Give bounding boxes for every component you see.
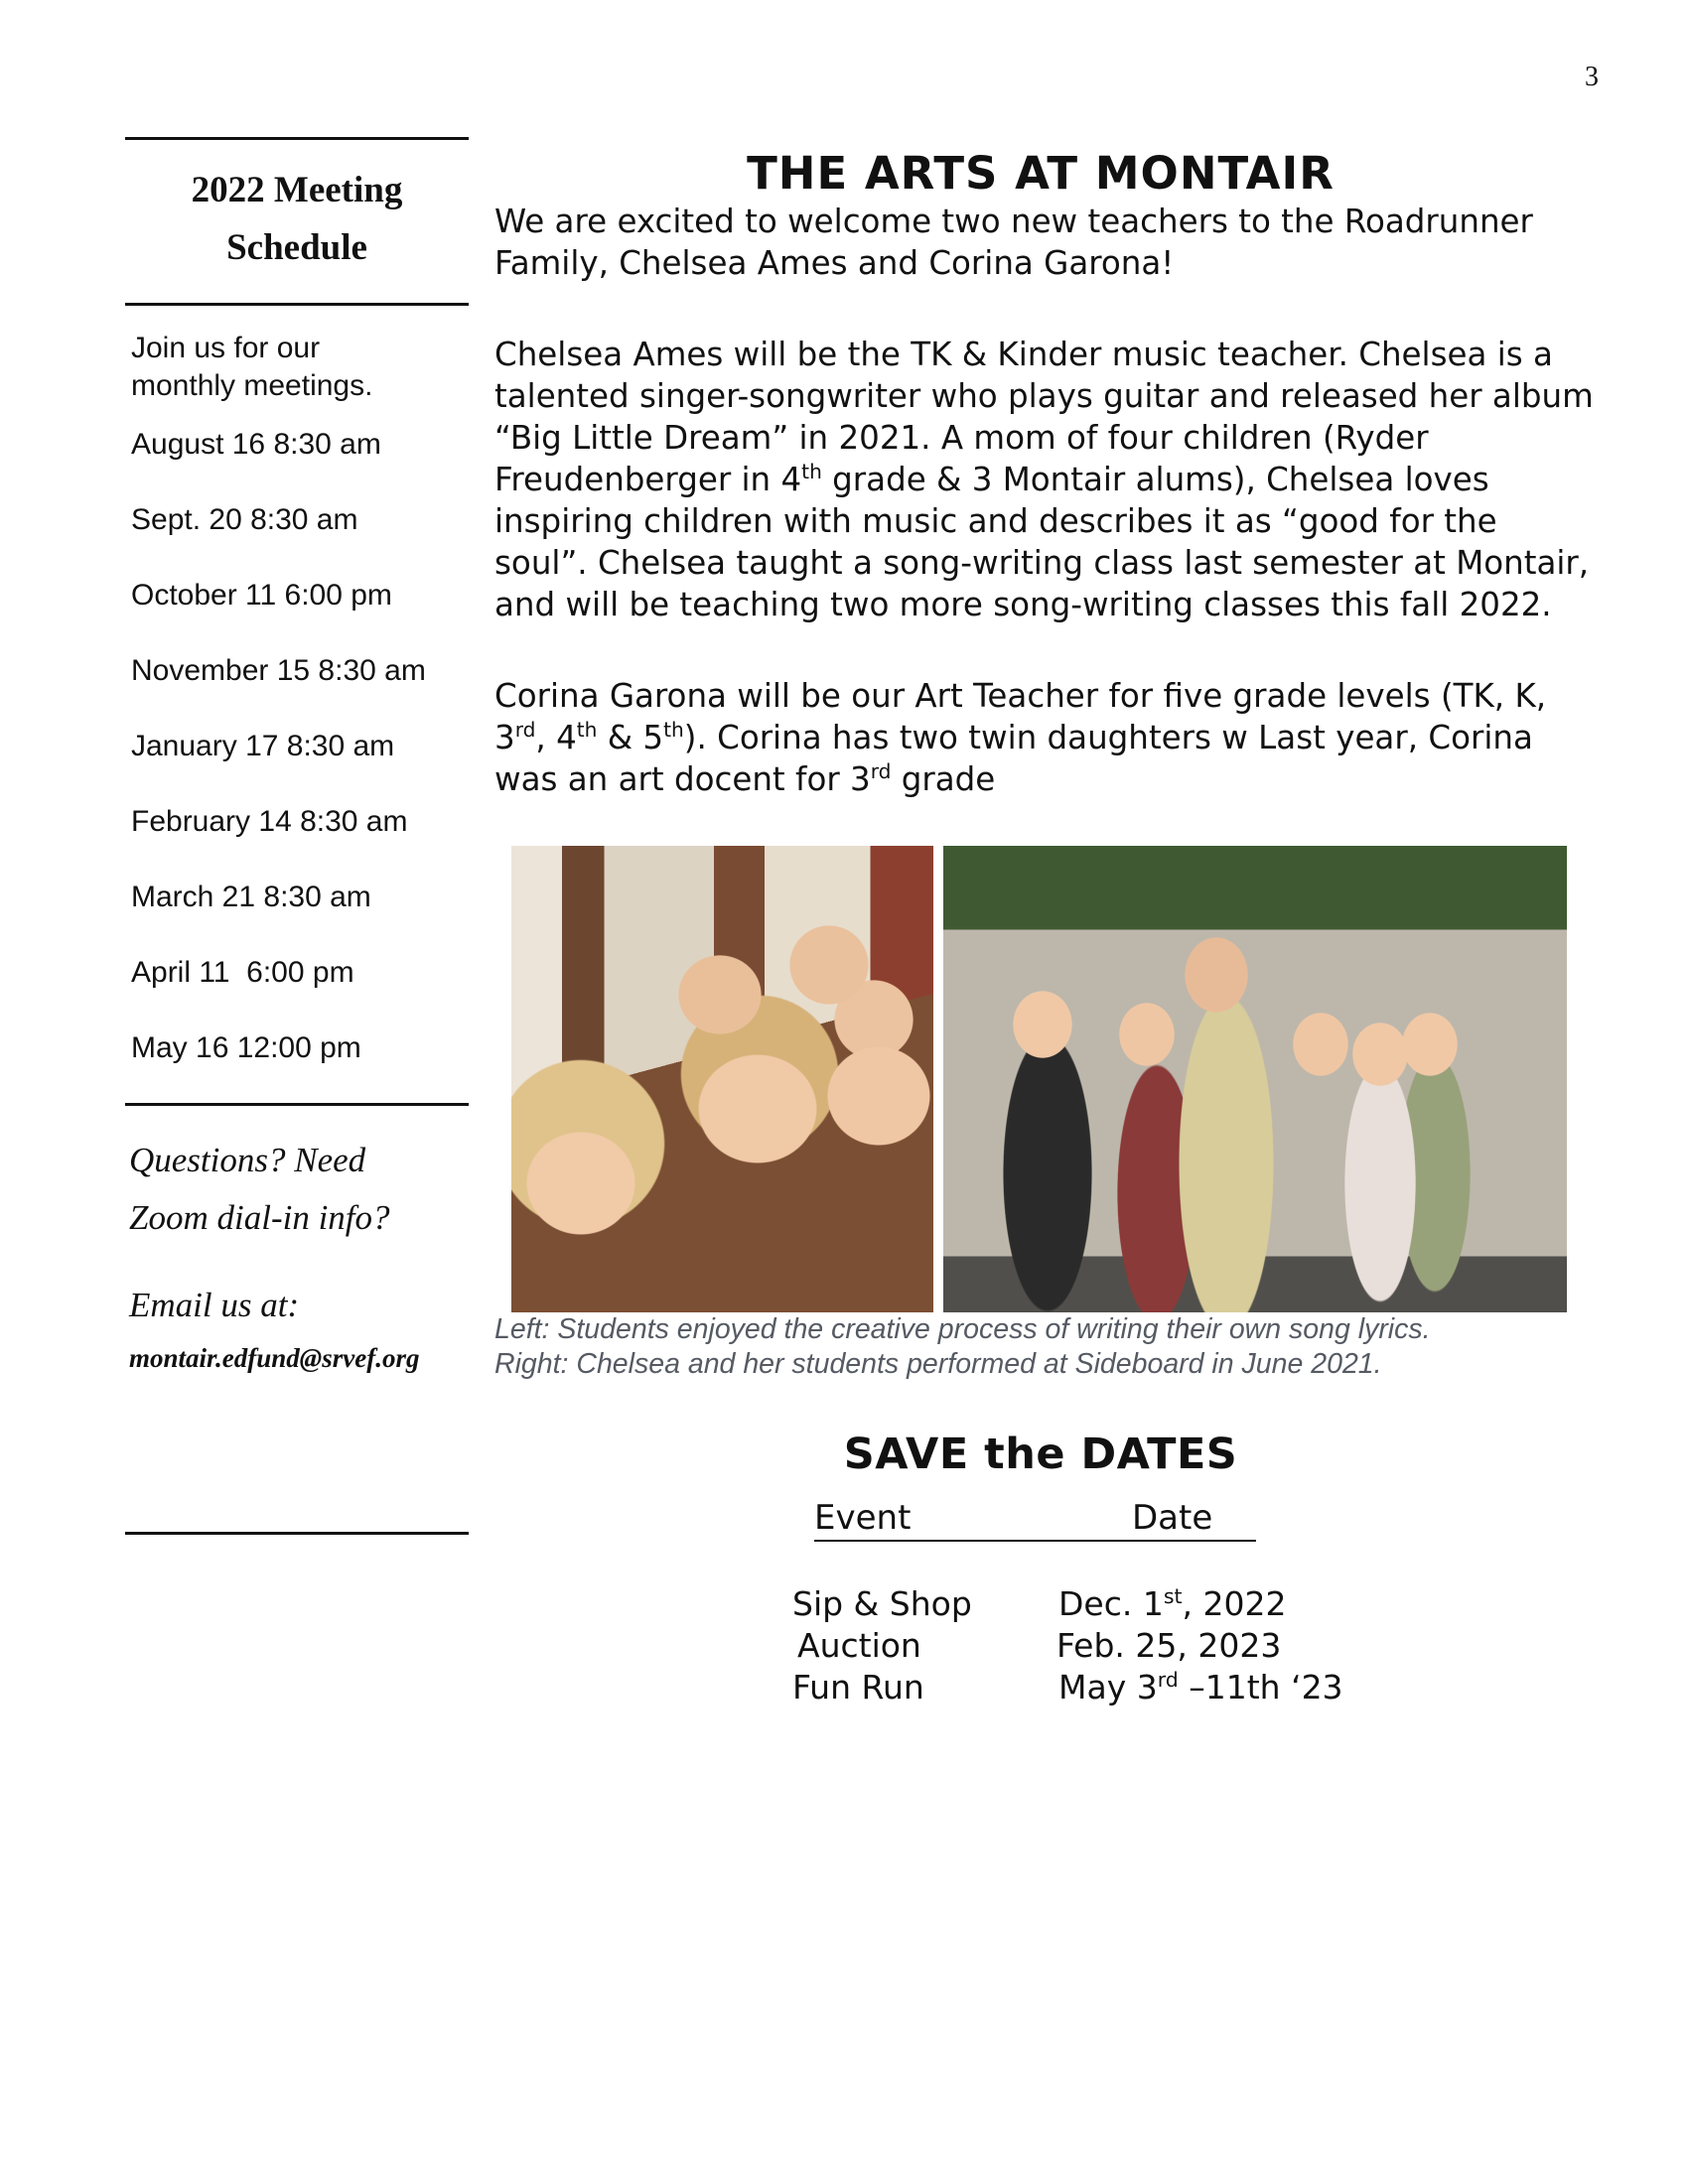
students-writing-photo [511, 846, 933, 1312]
text-line: inspiring children with music and describes it as “good for the [494, 502, 1497, 540]
arts-article [494, 139, 1597, 800]
event-date [1058, 1583, 1286, 1625]
corina-paragraph [494, 675, 1597, 800]
text-run: Dec. 1 [1058, 1584, 1164, 1623]
text-line: Chelsea Ames will be the TK & Kinder music teacher. Chelsea is a [494, 336, 1553, 373]
text-run: was an art docent for 3 [494, 760, 871, 798]
text-run: grade [891, 760, 996, 798]
sidebar-title [125, 140, 469, 303]
meeting-date: November 15 8:30 am [131, 654, 426, 687]
text-line: talented singer-songwriter who plays guitar and released her album [494, 377, 1594, 415]
text-run: grade & 3 Montair alums), Chelsea loves [821, 461, 1489, 498]
text-run: , 2022 [1182, 1584, 1287, 1623]
event-column-header: Event [814, 1498, 912, 1538]
ordinal-suffix: rd [870, 759, 892, 784]
date-row [792, 1667, 1388, 1708]
sidebar-title-line2: Schedule [226, 227, 367, 268]
chelsea-paragraph [494, 334, 1597, 625]
event-name: Sip & Shop [792, 1584, 972, 1623]
text-run: Freudenberger in 4 [494, 461, 802, 498]
meeting-date: March 21 8:30 am [131, 881, 371, 913]
event-name: Fun Run [792, 1668, 924, 1706]
ordinal-suffix: rd [1157, 1668, 1179, 1692]
meeting-date: August 16 8:30 am [131, 428, 381, 461]
meeting-intro [131, 330, 469, 405]
text-line: soul”. Chelsea taught a song-writing class last semester at Montair, [494, 544, 1590, 582]
article-intro-paragraph [494, 201, 1597, 284]
sidebar-bottom-rule [125, 1532, 469, 1535]
meeting-date: Sept. 20 8:30 am [131, 503, 358, 536]
text-line [494, 717, 1597, 758]
text-run: May 3 [1058, 1668, 1158, 1706]
text-run: Feb. 25, 2023 [1056, 1626, 1282, 1665]
text-line: Family, Chelsea Ames and Corina Garona! [494, 244, 1175, 282]
save-dates-list [792, 1583, 1388, 1708]
photo-caption [494, 1312, 1597, 1382]
event-date [1056, 1625, 1281, 1667]
ordinal-suffix: th [801, 460, 822, 484]
ordinal-suffix: th [576, 718, 598, 743]
text-run: –11th ‘23 [1178, 1668, 1343, 1706]
email-link[interactable]: montair.edfund@srvef.org [129, 1343, 420, 1373]
article-title: THE ARTS AT MONTAIR [747, 147, 1335, 200]
text-line: We are excited to welcome two new teachers to the Roadrunner [494, 203, 1533, 240]
text-line: “Big Little Dream” in 2021. A mom of four children (Ryder [494, 419, 1429, 457]
save-dates-header [814, 1496, 1256, 1542]
text-run: ). Corina has two twin daughters w Last year, Corina [683, 719, 1533, 756]
questions-line1: Questions? Need [129, 1141, 366, 1179]
meeting-date: February 14 8:30 am [131, 805, 408, 838]
date-row [792, 1583, 1388, 1625]
caption-line: Left: Students enjoyed the creative process of writing their own song lyrics. [494, 1313, 1431, 1345]
ordinal-suffix: rd [514, 718, 536, 743]
event-name: Auction [797, 1626, 921, 1665]
event-date [1058, 1667, 1343, 1708]
meeting-intro-line1: Join us for our [131, 332, 321, 364]
email-label: Email us at: [129, 1286, 300, 1324]
questions-text [129, 1132, 469, 1247]
performance-photo [943, 846, 1567, 1312]
text-run: 3 [494, 719, 515, 756]
ordinal-suffix: th [663, 718, 684, 743]
text-run: & 5 [597, 719, 664, 756]
page-number: 3 [1585, 62, 1599, 92]
ordinal-suffix: st [1163, 1584, 1183, 1608]
text-line [494, 459, 1597, 500]
meeting-schedule-sidebar [125, 137, 469, 1378]
date-column-header: Date [1132, 1498, 1213, 1538]
date-row [792, 1625, 1388, 1667]
sidebar-title-line1: 2022 Meeting [191, 170, 403, 210]
contact-info [125, 1106, 469, 1378]
text-line [494, 758, 1597, 800]
questions-line2: Zoom dial-in info? [129, 1198, 390, 1237]
meeting-intro-line2: monthly meetings. [131, 369, 373, 402]
meeting-list [125, 306, 469, 1067]
text-line: Corina Garona will be our Art Teacher for five grade levels (TK, K, [494, 677, 1547, 715]
meeting-date: January 17 8:30 am [131, 730, 395, 762]
meeting-date: May 16 12:00 pm [131, 1031, 361, 1064]
save-dates-title: SAVE the DATES [843, 1430, 1238, 1479]
text-run: , 4 [535, 719, 577, 756]
text-line: and will be teaching two more song-writing classes this fall 2022. [494, 586, 1552, 623]
meeting-date: October 11 6:00 pm [131, 579, 392, 612]
meeting-date: April 11 6:00 pm [131, 956, 354, 989]
caption-line: Right: Chelsea and her students performed at Sideboard in June 2021. [494, 1348, 1382, 1380]
